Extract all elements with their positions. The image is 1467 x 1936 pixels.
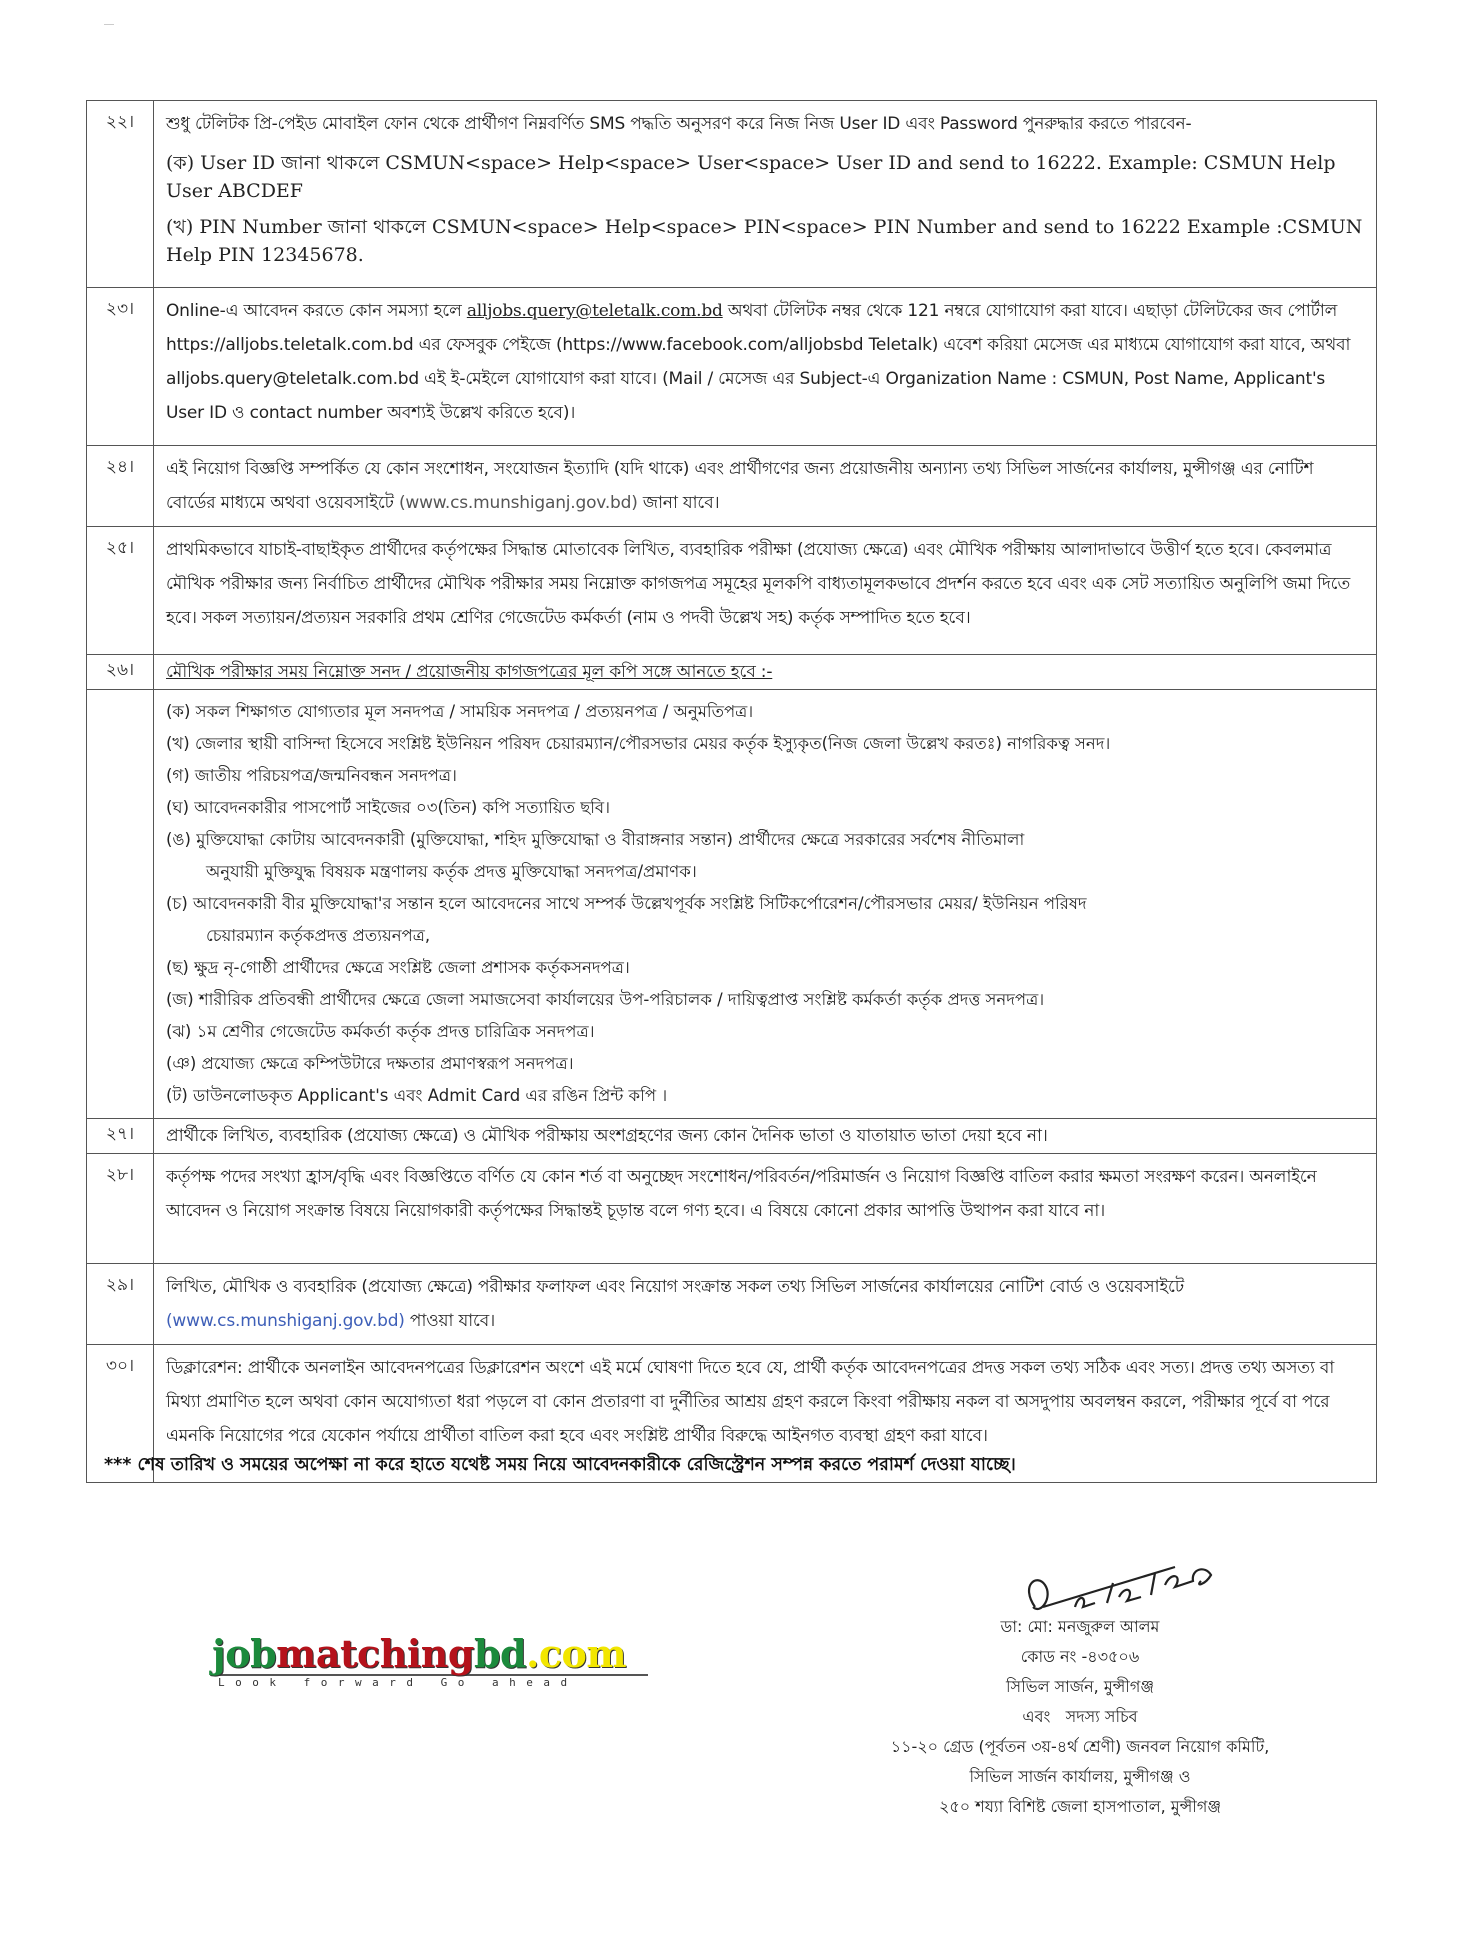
list-item: (জ) শারীরিক প্রতিবন্ধী প্রার্থীদের ক্ষেত্রে জেলা সমাজসেবা কার্যালয়ের উপ-পরিচালক / দায়িত্বপ্রাপ্ত সংশ্লিষ্ট কর্মকর্তা কর্তৃক প্রদত্ত সনদপত্র।	[166, 990, 1045, 1009]
row-number: ২৯।	[87, 1264, 154, 1345]
signatory-role: এবং সদস্য সচিব	[1022, 1707, 1138, 1726]
list-item: (ট) ডাউনলোডকৃত Applicant's এবং Admit Card এর রঙিন প্রিন্ট কপি ।	[166, 1086, 668, 1105]
list-item-continuation: চেয়ারম্যান কর্তৃকপ্রদত্ত প্রত্যয়নপত্র,	[206, 926, 431, 945]
deadline-advice-note: *** শেষ তারিখ ও সময়ের অপেক্ষা না করে হাতে যথেষ্ট সময় নিয়ে আবেদনকারীকে রেজিস্ট্রেশন সম্পন্ন করতে পরামর্শ দেওয়া যাচ্ছে।	[104, 1455, 1016, 1475]
row-number: ২৫।	[87, 527, 154, 655]
table-row	[87, 655, 1377, 690]
sms-instruction-pin: (খ) PIN Number জানা থাকলে CSMUN<space> Help<space> PIN<space> PIN Number and send to 16222 Example :CSMUN Help PIN 12345678.	[166, 216, 1363, 266]
row-text: অথবা টেলিটক নম্বর থেকে 121 নম্বরে যোগাযোগ করা যাবে। এছাড়া টেলিটকের জব পোর্টাল https://alljobs.teletalk.com.bd এর ফেসবুক পেইজে (https://www.facebook.com/alljobsbd Teletalk) এবেশ করিয়া মেসেজ এর মাধ্যমে যোগাযোগ করা যাবে, অথবা alljobs.query@teletalk.com.bd এই ই-মেইলে যোগাযোগ করা যাবে। (Mail / মেসেজ এর Subject-এ Organization Name : CSMUN, Post Name, Applicant's User ID ও contact number অবশ্যই উল্লেখ করিতে হবে)।	[166, 301, 1351, 423]
website-link[interactable]: (www.cs.munshiganj.gov.bd)	[398, 493, 638, 513]
row-number: ৩০।	[87, 1345, 154, 1483]
signatory-block	[780, 1612, 1380, 1822]
logo-part-job: job	[212, 1631, 277, 1676]
list-item: (ঙ) মুক্তিযোদ্ধা কোটায় আবেদনকারী (মুক্তিযোদ্ধা, শহিদ মুক্তিযোদ্ধা ও বীরাঙ্গনার সন্তান) প্রার্থীদের ক্ষেত্রে সরকারের সর্বশেষ নীতিমালা	[166, 830, 1025, 849]
signature-scrawl-icon	[1029, 1567, 1211, 1609]
row-text: জানা যাবে।	[637, 493, 720, 513]
logo-part-matching: matching	[276, 1631, 474, 1676]
signatory-committee: ১১-২০ গ্রেড (পূর্বতন ৩য়-৪র্থ শ্রেণী) জনবল নিয়োগ কমিটি,	[890, 1737, 1270, 1756]
row-content: কর্তৃপক্ষ পদের সংখ্যা হ্রাস/বৃদ্ধি এবং বিজ্ঞপ্তিতে বর্ণিত যে কোন শর্ত বা অনুচ্ছেদ সংশোধন/পরিবর্তন/পরিমার্জন ও নিয়োগ বিজ্ঞপ্তি বাতিল করার ক্ষমতা সংরক্ষণ করেন। অনলাইনে আবেদন ও নিয়োগ সংক্রান্ত বিষয়ে নিয়োগকারী কর্তৃপক্ষের সিদ্ধান্তই চূড়ান্ত বলে গণ্য হবে। এ বিষয়ে কোনো প্রকার আপত্তি উত্থাপন করা যাবে না।	[154, 1154, 1377, 1264]
list-item: (ছ) ক্ষুদ্র নৃ-গোষ্ঠী প্রার্থীদের ক্ষেত্রে সংশ্লিষ্ট জেলা প্রশাসক কর্তৃকসনদপত্র।	[166, 958, 630, 977]
row-text: পাওয়া যাবে।	[404, 1311, 495, 1331]
row-number: ২৪।	[87, 446, 154, 527]
list-item: (ক) সকল শিক্ষাগত যোগ্যতার মূল সনদপত্র / সাময়িক সনদপত্র / প্রত্যয়নপত্র / অনুমতিপত্র।	[166, 702, 754, 721]
table-row	[87, 1264, 1377, 1345]
website-link[interactable]: (www.cs.munshiganj.gov.bd)	[166, 1311, 405, 1331]
row-content	[154, 1264, 1377, 1345]
signatory-office: সিভিল সার্জন কার্যালয়, মুন্সীগঞ্জ ও	[969, 1767, 1191, 1786]
row-number-empty	[87, 690, 154, 1119]
row-number: ২৩।	[87, 288, 154, 446]
signatory-code: কোড নং -৪৩৫০৬	[1020, 1647, 1140, 1666]
logo-wordmark	[212, 1631, 652, 1676]
list-item: (খ) জেলার স্থায়ী বাসিন্দা হিসেবে সংশ্লিষ্ট ইউনিয়ন পরিষদ চেয়ারম্যান/পৌরসভার মেয়র কর্তৃক ইস্যুকৃত(নিজ জেলা উল্লেখ করতঃ) নাগরিকত্ব সনদ।	[166, 734, 1111, 753]
table-row	[87, 1154, 1377, 1264]
list-item: (গ) জাতীয় পরিচয়পত্র/জন্মনিবন্ধন সনদপত্র।	[166, 766, 457, 785]
logo-tagline: Look forward Go ahead	[218, 1676, 578, 1689]
row-text: Online-এ আবেদন করতে কোন সমস্যা হলে	[166, 301, 467, 321]
sms-instruction-user-id: (ক) User ID জানা থাকলে CSMUN<space> Help<space> User<space> User ID and send to 16222. Example: CSMUN Help User ABCDEF	[166, 152, 1336, 202]
row-content: প্রার্থীকে লিখিত, ব্যবহারিক (প্রযোজ্য ক্ষেত্রে) ও মৌখিক পরীক্ষায় অংশগ্রহণের জন্য কোন দৈনিক ভাতা ও যাতায়াত ভাতা দেয়া হবে না।	[154, 1119, 1377, 1154]
row-text: শুধু টেলিটক প্রি-পেইড মোবাইল ফোন থেকে প্রার্থীগণ নিম্নবর্ণিত SMS পদ্ধতি অনুসরণ করে নিজ নিজ User ID এবং Password পুনরুদ্ধার করতে পারবেন-	[166, 114, 1192, 134]
documents-heading: মৌখিক পরীক্ষার সময় নিম্নোক্ত সনদ / প্রয়োজনীয় কাগজপত্রের মূল কপি সঙ্গে আনতে হবে :-	[166, 662, 773, 682]
row-content: প্রাথমিকভাবে যাচাই-বাছাইকৃত প্রার্থীদের কর্তৃপক্ষের সিদ্ধান্ত মোতাবেক লিখিত, ব্যবহারিক পরীক্ষা (প্রযোজ্য ক্ষেত্রে) এবং মৌখিক পরীক্ষায় আলাদাভাবে উত্তীর্ণ হতে হবে। কেবলমাত্র মৌখিক পরীক্ষার জন্য নির্বাচিত প্রার্থীদের মৌখিক পরীক্ষার সময় নিম্নোক্ত কাগজপত্র সমূহের মূলকপি বাধ্যতামূলকভাবে প্রদর্শন করতে হবে এবং এক সেট সত্যায়িত অনুলিপি জমা দিতে হবে। সকল সত্যায়ন/প্রত্যয়ন সরকারি প্রথম শ্রেণির গেজেটেড কর্মকর্তা (নাম ও পদবী উল্লেখ সহ) কর্তৃক সম্পাদিত হতে হবে।	[154, 527, 1377, 655]
notice-table	[86, 100, 1377, 1483]
list-item-continuation: অনুযায়ী মুক্তিযুদ্ধ বিষয়ক মন্ত্রণালয় কর্তৃক প্রদত্ত মুক্তিযোদ্ধা সনদপত্র/প্রমাণক।	[206, 862, 697, 881]
row-number: ২৭।	[87, 1119, 154, 1154]
table-row	[87, 101, 1377, 288]
signatory-title: সিভিল সার্জন, মুন্সীগঞ্জ	[1005, 1677, 1155, 1696]
logo-part-bd: bd	[473, 1631, 527, 1676]
list-item: (ঘ) আবেদনকারীর পাসপোর্ট সাইজের ০৩(তিন) কপি সত্যায়িত ছবি।	[166, 798, 611, 817]
row-number: ২৬।	[87, 655, 154, 690]
table-row	[87, 527, 1377, 655]
row-content	[154, 101, 1377, 288]
table-row	[87, 690, 1377, 1119]
list-item: (ঝ) ১ম শ্রেণীর গেজেটেড কর্মকর্তা কর্তৃক প্রদত্ত চারিত্রিক সনদপত্র।	[166, 1022, 595, 1041]
row-content	[154, 288, 1377, 446]
row-number: ২৮।	[87, 1154, 154, 1264]
scan-mark	[104, 24, 114, 25]
row-number: ২২।	[87, 101, 154, 288]
signatory-hospital: ২৫০ শয্যা বিশিষ্ট জেলা হাসপাতাল, মুন্সীগঞ্জ	[938, 1797, 1222, 1816]
signatory-name: ডা: মো: মনজুরুল আলম	[1000, 1617, 1160, 1636]
jobmatchingbd-logo[interactable]	[212, 1631, 652, 1689]
row-text: লিখিত, মৌখিক ও ব্যবহারিক (প্রযোজ্য ক্ষেত্রে) পরীক্ষার ফলাফল এবং নিয়োগ সংক্রান্ত সকল তথ্য সিভিল সার্জনের কার্যালয়ের নোটিশ বোর্ড ও ওয়েবসাইটে	[166, 1277, 1184, 1297]
row-text: এই নিয়োগ বিজ্ঞপ্তি সম্পর্কিত যে কোন সংশোধন, সংযোজন ইত্যাদি (যদি থাকে) এবং প্রার্থীগণের জন্য প্রয়োজনীয় অন্যান্য তথ্য সিভিল সার্জনের কার্যালয়, মুন্সীগঞ্জ এর নোটিশ বোর্ডের মাধ্যমে অথবা ওয়েবসাইটে	[166, 459, 1314, 513]
list-item: (ঞ) প্রযোজ্য ক্ষেত্রে কম্পিউটারে দক্ষতার প্রমাণস্বরূপ সনদপত্র।	[166, 1054, 574, 1073]
table-row	[87, 1119, 1377, 1154]
documents-list	[154, 690, 1377, 1119]
row-heading	[154, 655, 1377, 690]
row-content: ডিক্লারেশন: প্রার্থীকে অনলাইন আবেদনপত্রের ডিক্লারেশন অংশে এই মর্মে ঘোষণা দিতে হবে যে, প্রার্থী কর্তৃক আবেদনপত্রের প্রদত্ত সকল তথ্য সঠিক এবং সত্য। প্রদত্ত তথ্য অসত্য বা মিথ্যা প্রমাণিত হলে অথবা কোন অযোগ্যতা ধরা পড়লে বা কোন প্রতারণা বা দুর্নীতির আশ্রয় গ্রহণ করলে কিংবা পরীক্ষায় নকল বা অসদুপায় অবলম্বন করলে, পরীক্ষার পূর্বে বা পরে এমনকি নিয়োগের পরে যেকোন পর্যায়ে প্রার্থীতা বাতিল করা হবে এবং সংশ্লিষ্ট প্রার্থীর বিরুদ্ধে আইনগত ব্যবস্থা গ্রহণ করা যাবে।	[154, 1345, 1377, 1483]
row-content	[154, 446, 1377, 527]
support-email-link[interactable]: alljobs.query@teletalk.com.bd	[466, 301, 723, 321]
table-row	[87, 288, 1377, 446]
logo-part-com: .com	[526, 1631, 627, 1676]
list-item: (চ) আবেদনকারী বীর মুক্তিযোদ্ধা'র সন্তান হলে আবেদনের সাথে সম্পর্ক উল্লেখপূর্বক সংশ্লিষ্ট সিটিকর্পোরেশন/পৌরসভার মেয়র/ ইউনিয়ন পরিষদ	[166, 894, 1087, 913]
table-row	[87, 446, 1377, 527]
